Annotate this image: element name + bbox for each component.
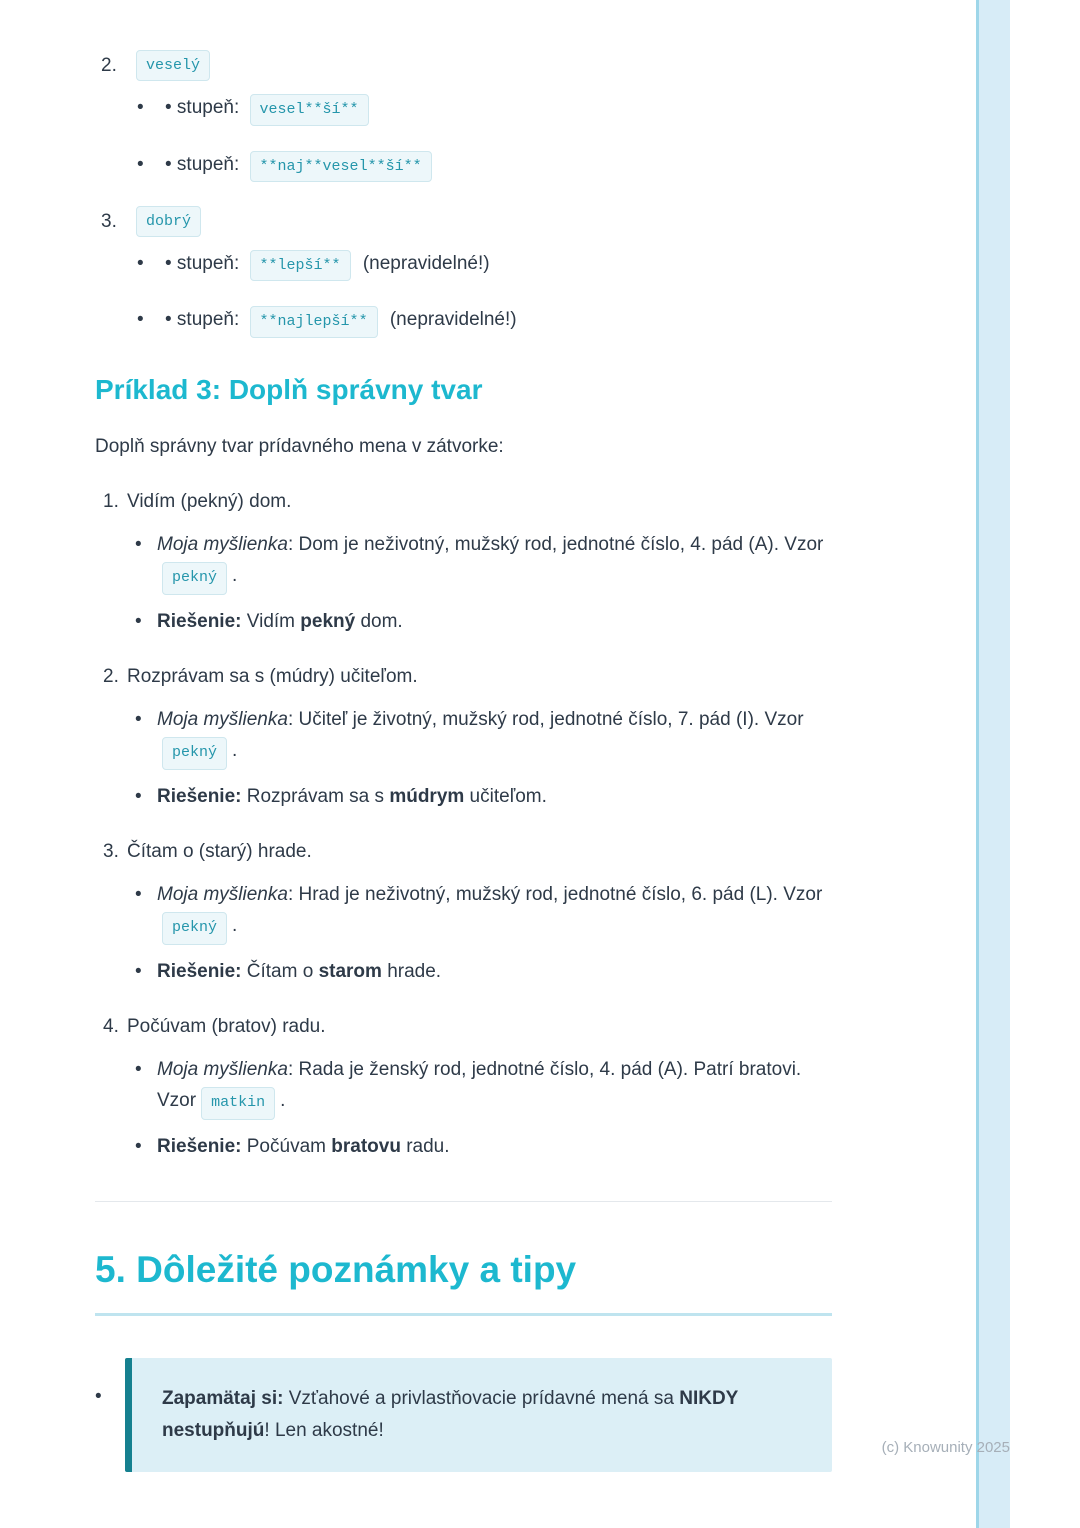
bullet-marker-icon: [135, 529, 157, 560]
solution-bold-word: múdrym: [389, 785, 465, 807]
thought-label: Moja myšlienka: [157, 883, 288, 905]
example-title-row: [103, 1012, 832, 1041]
solution-post: dom.: [355, 610, 403, 632]
bullet-marker-icon: [135, 957, 157, 986]
example-title-row: [103, 487, 832, 516]
bullet-marker-icon: [137, 150, 165, 179]
thought-row: [135, 879, 832, 945]
thought-text: [157, 529, 832, 595]
section-heading: Príklad 3: Doplň správny tvar: [95, 373, 483, 405]
example-details: [135, 704, 832, 812]
solution-row: [135, 957, 832, 986]
example-title: Počúvam (bratov) radu.: [127, 1016, 326, 1038]
grading-step-text: [165, 93, 832, 125]
thought-body: : Rada je ženský rod, jednotné číslo, 4. pád (A). Patrí bratovi. Vzor: [157, 1058, 802, 1112]
thought-row: [135, 704, 832, 770]
example-details: [135, 1054, 832, 1162]
thought-label: Moja myšlienka: [157, 1058, 288, 1080]
thought-body: : Dom je neživotný, mužský rod, jednotné číslo, 4. pád (A). Vzor: [287, 533, 824, 555]
thought-end: .: [232, 740, 238, 762]
side-scrollbar-track[interactable]: [976, 0, 1010, 1528]
bullet-marker-icon: [137, 249, 165, 278]
example-item: [95, 487, 832, 636]
list-number: 3.: [101, 210, 117, 232]
bullet-marker-icon: [137, 93, 165, 122]
solution-bold-word: starom: [318, 960, 382, 982]
thought-body: : Hrad je neživotný, mužský rod, jednotné číslo, 6. pád (L). Vzor: [287, 883, 823, 905]
grading-item: [101, 206, 832, 237]
pattern-code-badge: pekný: [162, 562, 227, 595]
solution-label: Riešenie:: [157, 785, 242, 807]
step-label: • stupeň:: [165, 97, 240, 119]
pattern-code-badge: matkin: [201, 1087, 275, 1120]
form-code-badge: **lepší**: [250, 250, 351, 281]
example-title: Vidím (pekný) dom.: [127, 491, 292, 513]
example-title-row: [103, 837, 832, 866]
solution-row: [135, 782, 832, 811]
step-label: • stupeň:: [165, 153, 240, 175]
list-number: 4.: [103, 1016, 119, 1038]
list-number: 2.: [101, 54, 117, 76]
solution-text: [157, 607, 832, 636]
form-code-badge: vesel**ší**: [250, 94, 369, 125]
copyright-footer: (c) Knowunity 2025: [881, 1439, 1010, 1456]
bullet-marker-icon: [95, 1358, 125, 1473]
example-title-row: [103, 662, 832, 691]
callout-row: [95, 1358, 832, 1473]
pattern-code-badge: pekný: [162, 912, 227, 945]
grading-step-text: [165, 305, 832, 337]
thought-row: [135, 529, 832, 595]
callout-text: Vzťahové a privlastňovacie prídavné mená sa: [283, 1387, 680, 1409]
grading-step-text: [165, 150, 832, 182]
solution-pre: Vidím: [241, 610, 301, 632]
thought-end: .: [232, 565, 238, 587]
bullet-marker-icon: [135, 607, 157, 636]
callout-bold-label: Zapamätaj si:: [162, 1387, 284, 1409]
thought-row: [135, 1054, 832, 1120]
grading-list-section: [95, 50, 832, 338]
solution-post: učiteľom.: [464, 785, 547, 807]
step-suffix: (nepravidelné!): [362, 253, 490, 274]
section-divider: [95, 1201, 832, 1202]
bullet-marker-icon: [135, 1132, 157, 1161]
example-details: [135, 529, 832, 637]
solution-text: [157, 1132, 832, 1161]
form-code-badge: **najlepší**: [250, 306, 378, 337]
example-3-section: [95, 372, 832, 1162]
solution-row: [135, 1132, 832, 1161]
grading-step-row: [137, 93, 832, 125]
grading-step-text: [165, 249, 832, 281]
example-item: [95, 662, 832, 811]
grading-steps: [137, 249, 832, 338]
solution-post: radu.: [400, 1135, 450, 1157]
thought-end: .: [280, 1090, 286, 1112]
list-number: 1.: [103, 491, 119, 513]
callout-text: ! Len akostné!: [264, 1419, 384, 1441]
step-label: • stupeň:: [165, 309, 240, 331]
example-item: [95, 1012, 832, 1161]
example-title: Čítam o (starý) hrade.: [127, 841, 312, 863]
grading-item: [101, 50, 832, 81]
grading-steps: [137, 93, 832, 182]
note-callout: [125, 1358, 832, 1473]
thought-label: Moja myšlienka: [157, 708, 288, 730]
solution-label: Riešenie:: [157, 1135, 242, 1157]
solution-pre: Rozprávam sa s: [241, 785, 390, 807]
callout-bold-emphasis: NIKDY nestupňujú: [162, 1387, 739, 1441]
solution-post: hrade.: [381, 960, 442, 982]
grading-step-row: [137, 150, 832, 182]
example-item: [95, 837, 832, 986]
notes-section: [95, 1248, 832, 1472]
form-code-badge: **naj**vesel**ší**: [250, 151, 432, 182]
example-title: Rozprávam sa s (múdry) učiteľom.: [127, 666, 418, 688]
page-title: 5. Dôležité poznámky a tipy: [95, 1248, 832, 1315]
bullet-marker-icon: [135, 879, 157, 910]
thought-text: [157, 704, 832, 770]
grading-step-row: [137, 249, 832, 281]
grading-step-row: [137, 305, 832, 337]
thought-text: [157, 879, 832, 945]
solution-text: [157, 782, 832, 811]
solution-bold-word: bratovu: [331, 1135, 401, 1157]
bullet-marker-icon: [135, 1054, 157, 1085]
section-intro: Doplň správny tvar prídavného mena v zátvorke:: [95, 435, 504, 457]
bullet-marker-icon: [135, 704, 157, 735]
bullet-marker-icon: [137, 305, 165, 334]
bullet-marker-icon: [135, 782, 157, 811]
solution-text: [157, 957, 832, 986]
example-details: [135, 879, 832, 987]
thought-text: [157, 1054, 832, 1120]
thought-label: Moja myšlienka: [157, 533, 288, 555]
step-suffix: (nepravidelné!): [389, 309, 517, 331]
solution-pre: Čítam o: [241, 960, 319, 982]
pattern-code-badge: pekný: [162, 737, 227, 770]
solution-pre: Počúvam: [241, 1135, 332, 1157]
solution-label: Riešenie:: [157, 960, 242, 982]
adjective-code-badge: dobrý: [136, 206, 201, 237]
document-content: [95, 50, 832, 1472]
list-number: 3.: [103, 841, 119, 863]
solution-bold-word: pekný: [300, 610, 356, 632]
solution-label: Riešenie:: [157, 610, 242, 632]
thought-end: .: [232, 915, 238, 937]
adjective-code-badge: veselý: [136, 50, 210, 81]
step-label: • stupeň:: [165, 253, 240, 274]
solution-row: [135, 607, 832, 636]
thought-body: : Učiteľ je životný, mužský rod, jednotné číslo, 7. pád (I). Vzor: [287, 708, 804, 730]
list-number: 2.: [103, 666, 119, 688]
